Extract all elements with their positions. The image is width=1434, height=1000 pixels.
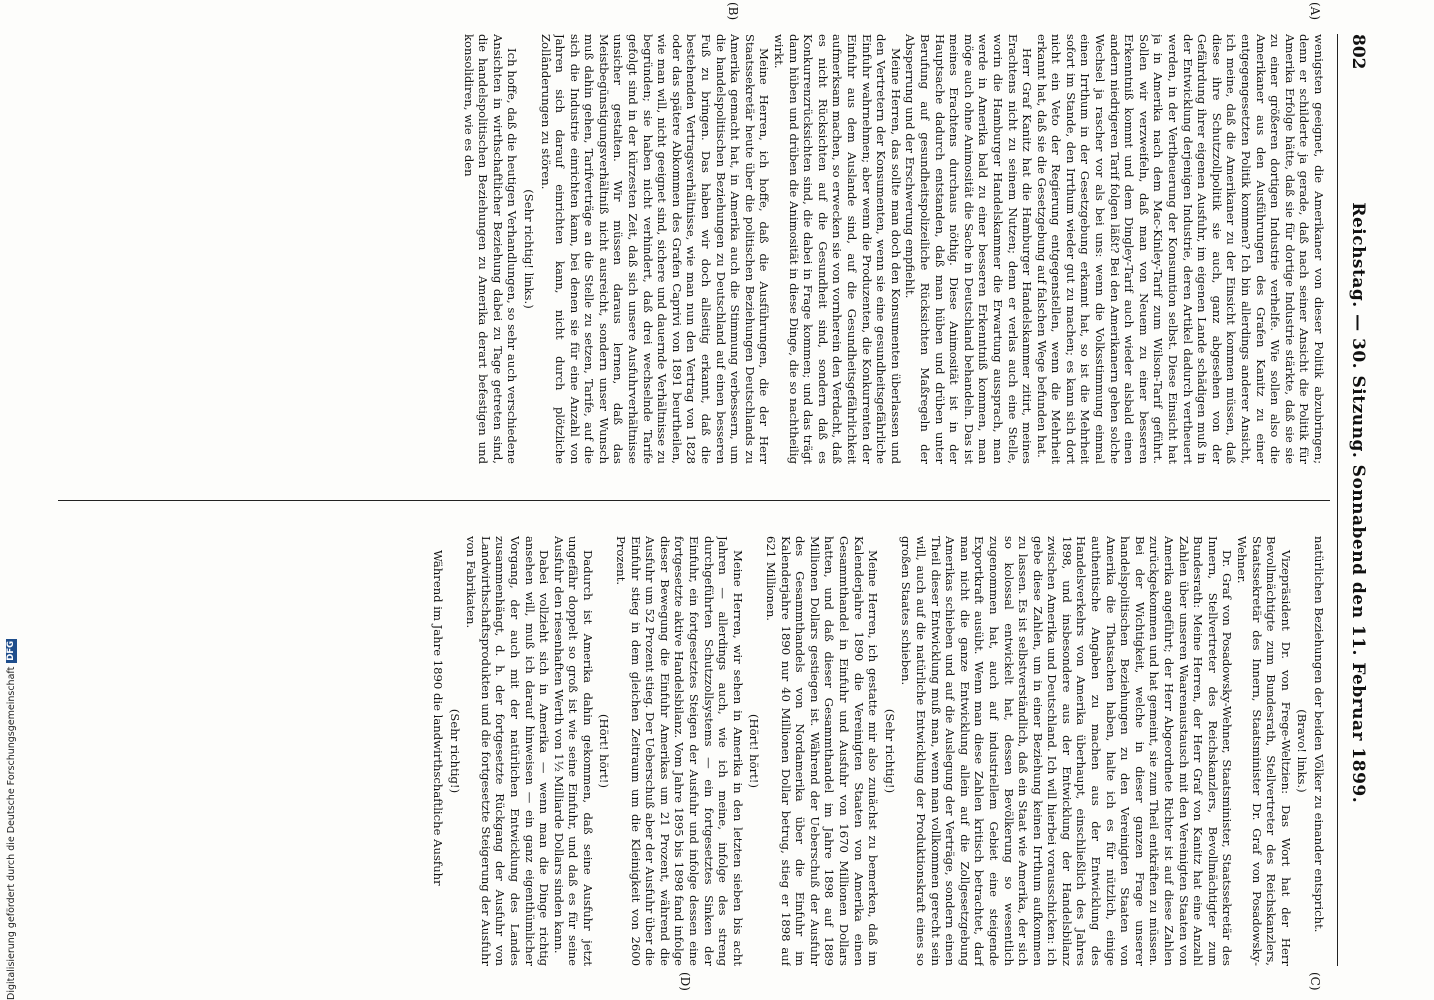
rotated-document-page — [54, 0, 1382, 1000]
interjection: (Sehr richtig!) — [882, 708, 897, 794]
paragraph: Dadurch ist Amerika dahin gekommen, daß seine Ausfuhr jetzt ungefähr doppelt so groß ist wie seine Einfuhr, und daß es für seine Ausfuhr den riesenhaften Werth von 1½ Milliarde Dollars sinden kann. — [551, 536, 595, 966]
paragraph: Meine Herren, wir sehen in Amerika in den letzten sieben bis acht Jahren — allerdings auch, wie ich meine, infolge des streng durchgeführten Schutzzollsystems — ein fortgesetztes Sinken der Einfuhr, ein fortgesetztes Steigen der Ausfuhr und infolge dessen eine fortgesetzte aktive Handelsbilanz. Vom Jahre 1895 bis 1898 fand infolge dieser Bewegung die Einfuhr Amerikas um 21 Prozent, während die Ausfuhr um 52 Prozent stieg. Der Ueberschuß aber der Ausfuhr über die Einfuhr stieg in dem gleichen Zeitraum um die Kleinigkeit von 2600 Prozent. — [614, 536, 745, 966]
paragraph: Dabei vollzieht sich in Amerika — wenn man die Dinge richtig ansehen will, muß ich darauf hinweisen — ein ganz eigenthümlicher Vorgang, der auch mit der natürlichen Entwicklung des Landes zusammenhängt, d. h. der fortgesetzte Rückgang der Ausfuhr von Landwirthschaftsprodukten und die fortgesetzte Steigerung der Ausfuhr von Fabrikaten. — [464, 536, 552, 966]
paragraph: Meine Herren, das sollte man doch den Konsumenten überlassen und den Vertretern der Konsumenten, wenn sie eine gesundheitsgefährliche Einfuhr wahrnehmen; aber wenn die Produzenten, die Konkurrenten der Einfuhr aus dem Auslande sind, auf die Gesundheitsgefährlichkeit aufmerksam machen, so erwecken sie von vornherein den Verdacht, daß es nicht Rücksichten auf die Gesundheit sind, sondern daß es Konkurrenzrücksichten sind, die dabei in Frage kommen; und das trägt dann hüben und drüben die Animosität in diese Dinge, die so nachtheilig wirkt. — [772, 34, 903, 464]
header-rule — [1337, 34, 1338, 966]
margin-marker-b: (B) — [726, 2, 740, 21]
margin-marker-d: (D) — [678, 972, 692, 991]
paragraph: Herr Graf Kanitz hat die Hamburger Handelskammer zitirt, meines Erachtens nicht zu seinem Nutzen; denn er verlas auch eine Stelle, worin die Hamburger Handelskammer die Erwartung aussprach, man werde in Amerika bald zu einer besseren Erkenntniß kommen, man möge auch ohne Animosität die Sache in Deutschland behandeln. Das ist meines Erachtens durchaus nöthig. Diese Animosität ist in der Hauptsache dadurch entstanden, daß man hüben und drüben unter Berufung auf gesundheitspolizeiliche Rücksichten Maßregeln der Absperrung und der Erschwerung empfiehlt. — [903, 34, 1035, 464]
left-text-column — [60, 34, 1326, 464]
credit-text: Digitalisierung gefördert durch die Deutsche Forschungsgemeinschaft — [5, 666, 17, 1000]
right-text-column — [60, 536, 1326, 966]
paragraph: wenigsten geeignet, die Amerikaner von dieser Politik abzubringen; denn er schilderte ja gerade, daß nach seiner Ansicht die Politik für Amerika Erfolge hätte, daß sie für dortige Industrie stärkte, daß sie sie zu einer größeren dortigen Industrie verhelfe. Wie sollen also die Amerikaner aus den Ausführungen des Grafen Kanitz zu einer entgegengesetzten Politik kommen? Ich bin allerdings anderer Ansicht, ich meine, daß die Amerikaner zu der Einsicht kommen müssen, daß diese ihre Schutzzollpolitik sie auch, ganz abgesehen von der Gefährdung ihrer eigenen Ausfuhr, im eigenen Lande schädigen muß in der Entwicklung derjenigen Industrie, deren Artikel dadurch vertheuert werden, in der Vertheuerung der Konsumtion selbst. Diese Einsicht hat ja in Amerika nach dem Mac-Kinley-Tarif zum Wilson-Tarif geführt. Sollen wir verzweifeln, daß man von Neuem zu einer besseren Erkenntniß kommt und dem Dingley-Tarif auch wieder alsbald einen andern niedrigeren Tarif folgen läßt? Bei den Amerikanern gehen solche Wechsel ja rascher vor als bei uns: wenn die Volksstimmung einmal einen Irrthum in der Gesetzgebung erkannt hat, so ist die Mehrheit sofort im Stande, den Irrthum wieder gut zu machen; es kann sich dort nicht ein Veto der Regierung entgegenstellen, wenn die Mehrheit erkannt hat, daß sie die Gesetzgebung auf falschen Wege befunden hat. — [1034, 34, 1326, 464]
interjection: (Sehr richtig!) — [447, 708, 462, 794]
paragraph: natürlichen Beziehungen der beiden Völker zu einander entspricht. — [1312, 536, 1326, 933]
page-header — [1338, 34, 1368, 966]
paragraph: Ich hoffe, daß die heutigen Verhandlungen, so sehr auch verschiedene Ansichten in wirthschaftlicher Beziehung dabei zu Tage getreten sind, die handelspolitischen Beziehungen zu Amerika derart befestigen und konsolidiren, wie es den — [461, 34, 520, 464]
margin-marker-c: (C) — [1308, 972, 1322, 991]
interjection: (Hört! hört!) — [597, 714, 612, 788]
interjection: (Bravo! links.) — [1295, 709, 1310, 793]
page-title: Reichstag. — 30. Sitzung. Sonnabend den 11. Februar 1899. — [1348, 202, 1368, 804]
paragraph: Dr. Graf von Posadowsky-Wehner, Staatsminister, Staatssekretär des Innern, Stellvertreter des Reichskanzlers, Bevollmächtigter zum Bundesrath: Meine Herren, der Herr Graf von Kanitz hat eine Anzahl Zahlen über unseren Waarenaustausch mit den Vereinigten Staaten von Amerika angeführt; der Herr Abgeordnete Richter ist auf diese Zahlen zurückgekommen und hat gemeint, sie zum Theil entkräften zu müssen. Bei der Wichtigkeit, welche in dieser ganzen Frage unserer handelspolitischen Beziehungen zu den Vereinigten Staaten von Amerika die Thatsachen haben, halte ich es für nützlich, einige authentische Angaben zu machen aus der Entwicklung des Handelsverkehrs von Amerika überhaupt, einschließlich des Jahres 1898, und insbesondere aus der Entwicklung der Handelsbilanz zwischen Amerika und Deutschland. Ich will hierbei vorausschicken: ich gebe diese Zahlen, um in einer Beziehung keinen Irrthum aufkommen zu lassen. Es ist selbstverständlich, daß ein Staat wie Amerika, der sich so kolossal entwickelt hat, dessen Bevölkerung so wesentlich zugenommen hat, auch auf industriellem Gebiet eine steigende Exportkraft ausübt. Wenn man diese Zahlen kritisch betrachtet, darf man nicht die ganze Entwicklung allein auf die Zollgesetzgebung Amerikas schieben und auf die Auslegung der Verträge, sondern einen Theil dieser Entwicklung muß man, wenn man vollkommen gerecht sein will, auch auf die natürliche Entwicklung der Produktionskraft eines so großen Staates schieben. — [899, 536, 1235, 966]
paragraph: Vizepräsident Dr. von Frege-Weltzien: Das Wort hat der Herr Bevollmächtigte zum Bundesrath, Stellvertreter des Reichskanzlers, Staatssekretär des Innern, Staatsminister Dr. Graf von Posadowsky-Wehner. — [1235, 536, 1293, 966]
interjection: (Hört! hört!) — [747, 714, 762, 788]
paragraph: Meine Herren, ich hoffe, daß die Ausführungen, die der Herr Staatssekretär heute über die politischen Beziehungen Deutschlands zu Amerika gemacht hat, in Amerika auch die Stimmung verbessern, um die handelspolitischen Beziehungen zu Deutschland auf einen besseren Fuß zu bringen. Das haben wir doch allseitig erkannt, daß die bestehenden Vertragsverhältnisse, wie man nun den Vertrag von 1828 oder das spätere Abkommen des Grafen Caprivi von 1891 beurtheilen, wie man will, nicht geeignet sind, sichere und dauernde Verhältnisse zu begründen; sie haben nicht verhindert, daß drei wechselnde Tarife gefolgt sind in der kürzesten Zeit, daß sich unsere Ausfuhrverhältnisse unsicher gestalten. Wir müssen daraus lernen, daß das Meistbegünstigungsverhältniß nicht ausreicht, sondern unser Wunsch muß dahin gehen, Tarifverträge an die Stelle zu setzen, Tarife, auf die sich die Industrie einrichten kann, bei denen sie für eine Anzahl von Jahren sich darauf einrichten kann, nicht durch plötzliche Zollânderungen zu stören. — [538, 34, 772, 464]
interjection: (Sehr richtig! links.) — [521, 189, 536, 309]
paragraph: Meine Herren, ich gestatte mir also zunächst zu bemerken, daß im Kalenderjahre 1890 die Vereinigten Staaten von Amerika einen Gesammthandel in Einfuhr und Ausfuhr von 1670 Millionen Dollars hatten, und daß dieser Gesammthandel im Jahre 1898 auf 1889 Millionen Dollars gestiegen ist. Während der Ueberschuß der Ausfuhr des Gesammthandels von Nordamerika über die Einfuhr im Kalenderjahre 1890 nur 40 Millionen Dollar betrug, stieg er 1898 auf 621 Millionen. — [764, 536, 881, 966]
dfg-logo-icon: DFG — [5, 640, 16, 661]
margin-marker-a: (A) — [1308, 2, 1322, 21]
column-separator — [58, 500, 1330, 501]
page-number: 802 — [1348, 34, 1368, 70]
digitization-credit — [4, 0, 18, 1000]
paragraph: Während im Jahre 1890 die landwirthschaftliche Ausfuhr — [430, 550, 445, 886]
